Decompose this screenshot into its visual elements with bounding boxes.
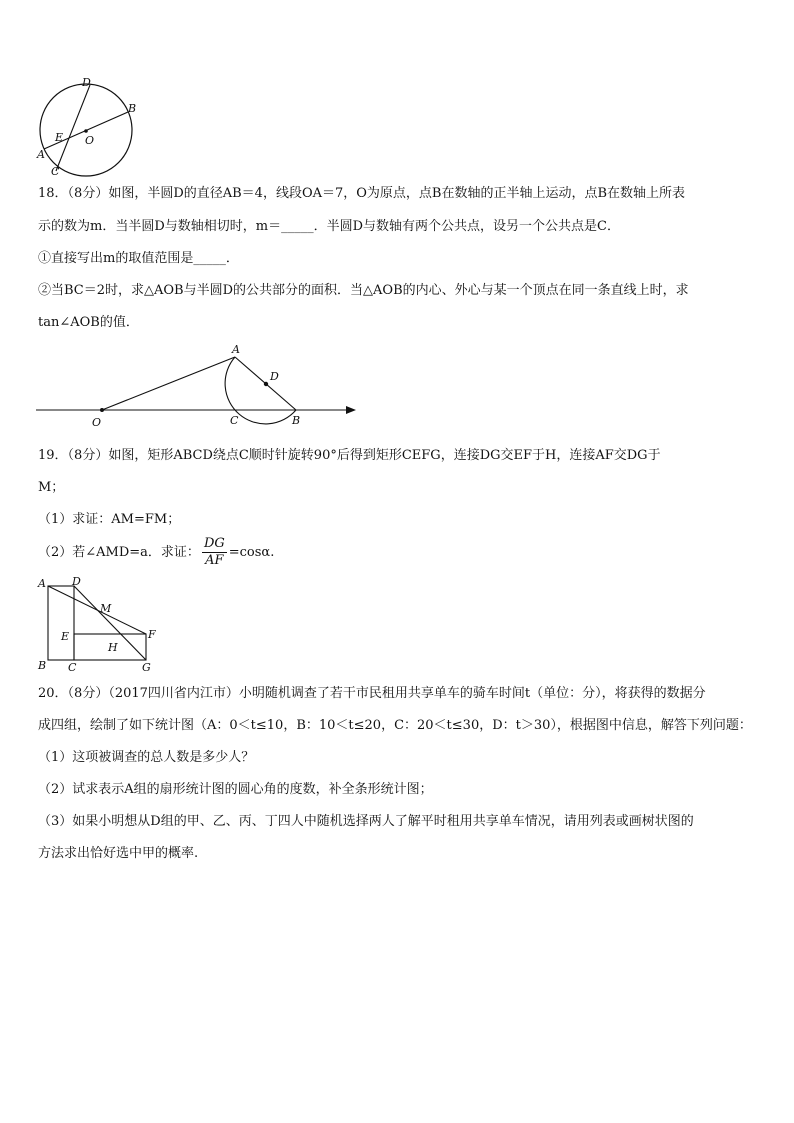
- q19-part2-prefix: （2）若∠AMD=a．求证：: [38, 545, 200, 560]
- fraction-numerator: DG: [203, 536, 225, 551]
- label-O: O: [85, 134, 95, 147]
- label-F: F: [148, 628, 156, 641]
- label-H: H: [108, 641, 118, 654]
- axis-arrow-icon: [346, 406, 356, 414]
- label-C: C: [68, 661, 77, 674]
- q19-part2-suffix: =cosα.: [228, 545, 275, 560]
- fraction-denominator: AF: [205, 553, 224, 568]
- chord-dc: [56, 85, 90, 171]
- segment-oa: [102, 357, 235, 410]
- fraction-dg-af: [202, 536, 227, 569]
- label-B: B: [38, 659, 47, 672]
- q18-part2-line2: tan∠AOB的值．: [38, 315, 139, 330]
- label-D: D: [72, 576, 81, 588]
- label-D: D: [82, 76, 91, 89]
- q18-part2-line1: ②当BC＝2时，求△AOB与半圆D的公共部分的面积．当△AOB的内心、外心与某一个顶点在同一条直线上时，求: [38, 283, 689, 298]
- point-D: [264, 382, 268, 386]
- q20-part2: （2）试求表示A组的扇形统计图的圆心角的度数，补全条形统计图；: [38, 782, 433, 797]
- q19-part2: [38, 535, 756, 571]
- q18-line2: 示的数为m．当半圆D与数轴相切时，m＝_____．半圆D与数轴有两个公共点，设另一个公共点是C．: [38, 219, 620, 234]
- q20-part3-line2: 方法求出恰好选中甲的概率.: [38, 846, 199, 861]
- label-M: M: [100, 602, 112, 615]
- q19-line1: 19．（8分）如图，矩形ABCD绕点C顺时针旋转90°后得到矩形CEFG，连接DG交EF于H，连接AF交DG于: [38, 448, 661, 463]
- q20-line1: 20．（8分）（2017四川省内江市）小明随机调查了若干市民租用共享单车的骑车时间t（单位：分），将获得的数据分: [38, 686, 706, 701]
- label-E: E: [55, 131, 64, 144]
- label-G: G: [142, 661, 151, 674]
- q18-part1: ①直接写出m的取值范围是_____．: [38, 251, 239, 266]
- label-A: A: [37, 148, 45, 161]
- q19-part1: （1）求证：AM=FM；: [38, 512, 181, 527]
- q20-line2: 成四组，绘制了如下统计图（A：0＜t≤10，B：10＜t≤20，C：20＜t≤30，D：t＞30），根据图中信息，解答下列问题：: [38, 718, 752, 733]
- label-C: C: [51, 165, 60, 178]
- q19-line2: M；: [38, 480, 65, 495]
- center-point: [84, 129, 88, 133]
- label-A: A: [232, 343, 240, 356]
- label-D: D: [270, 370, 279, 383]
- q20-part3-line1: （3）如果小明想从D组的甲、乙、丙、丁四人中随机选择两人了解平时租用共享单车情况，请用列表或画树状图的: [38, 814, 694, 829]
- q18-line1: 18．（8分）如图，半圆D的直径AB＝4，线段OA＝7，O为原点，点B在数轴的正半轴上运动，点B在数轴上所表: [38, 186, 686, 201]
- rectangle-figure: [36, 576, 160, 674]
- label-E: E: [61, 630, 70, 643]
- point-O: [100, 408, 104, 412]
- label-O: O: [92, 416, 102, 429]
- label-B: B: [292, 414, 301, 427]
- q20-part1: （1）这项被调查的总人数是多少人？: [38, 750, 255, 765]
- circle-figure: [34, 74, 138, 178]
- label-C: C: [230, 414, 239, 427]
- label-B: B: [128, 102, 137, 115]
- semicircle-figure: [34, 342, 364, 432]
- label-A: A: [38, 577, 46, 590]
